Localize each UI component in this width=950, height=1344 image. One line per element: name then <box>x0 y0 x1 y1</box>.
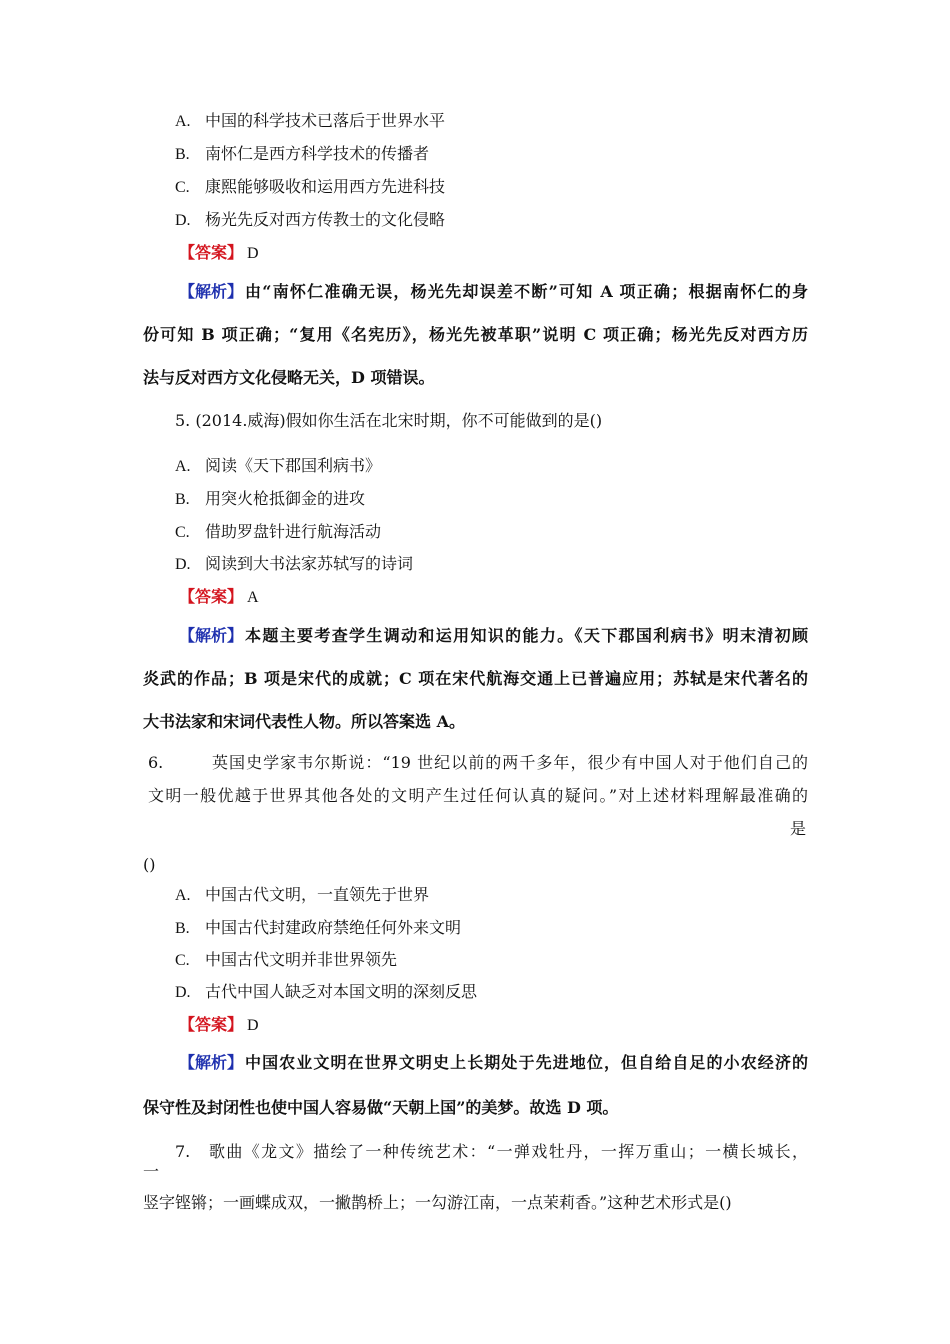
q6-option-b: B. 中国古代封建政府禁绝任何外来文明 <box>175 918 462 937</box>
q4-explanation-label: 【解析】 <box>179 282 244 301</box>
q5-option-c: C. 借助罗盘针进行航海活动 <box>175 522 382 541</box>
q5-explanation-label: 【解析】 <box>179 626 244 645</box>
q6-stem-line-1: 英国史学家韦尔斯说：“19 世纪以前的两千多年，很少有中国人对于他们自己的 <box>212 753 808 772</box>
q7-stem-line-2: 一 <box>143 1162 160 1181</box>
q5-answer: 【答案】 A <box>179 587 259 606</box>
q4-answer: 【答案】 D <box>179 243 259 262</box>
q5-explanation-line-2: 炎武的作品；B 项是宋代的成就；C 项在宋代航海交通上已普遍应用；苏轼是宋代著名的 <box>143 669 808 688</box>
q6-option-c: C. 中国古代文明并非世界领先 <box>175 950 398 969</box>
q5-option-b: B. 用突火枪抵御金的进攻 <box>175 489 366 508</box>
q6-number: 6. <box>148 753 164 772</box>
q4-explanation-line-2: 份可知 B 项正确；“复用《名宪历》，杨光先被革职”说明 C 项正确；杨光先反对西方历 <box>143 325 808 344</box>
q5-option-d: D. 阅读到大书法家苏轼写的诗词 <box>175 554 414 573</box>
q4-option-c: C. 康熙能够吸收和运用西方先进科技 <box>175 177 446 196</box>
q6-stem-line-3: 是 <box>790 819 807 838</box>
q4-option-a: A. 中国的科学技术已落后于世界水平 <box>175 111 446 130</box>
q6-explanation-label: 【解析】 <box>179 1053 244 1072</box>
q7-stem-line-3: 竖字铿锵；一画蝶成双，一撇鹊桥上；一勾游江南，一点茉莉香。”这种艺术形式是() <box>143 1193 732 1212</box>
q7-stem-line-1: 7. 歌曲《龙文》描绘了一种传统艺术：“一弹戏牡丹，一挥万重山；一横长城长， <box>175 1142 808 1161</box>
q6-explanation-line-2: 保守性及封闭性也使中国人容易做“天朝上国”的美梦。故选 D 项。 <box>143 1098 619 1117</box>
q5-option-a: A. 阅读《天下郡国利病书》 <box>175 456 382 475</box>
q6-stem-line-2: 文明一般优越于世界其他各处的文明产生过任何认真的疑问。”对上述材料理解最准确的 <box>148 786 808 805</box>
q4-option-b: B. 南怀仁是西方科学技术的传播者 <box>175 144 430 163</box>
q6-stem-line-4: () <box>143 855 156 874</box>
q4-option-d: D. 杨光先反对西方传教士的文化侵略 <box>175 210 446 229</box>
q6-option-a: A. 中国古代文明，一直领先于世界 <box>175 885 430 904</box>
q5-stem: 5. (2014.威海)假如你生活在北宋时期，你不可能做到的是() <box>175 411 603 430</box>
q4-explanation-line-3: 法与反对西方文化侵略无关，D 项错误。 <box>143 368 435 387</box>
q6-option-d: D. 古代中国人缺乏对本国文明的深刻反思 <box>175 982 478 1001</box>
q4-explanation-line-1: 由“南怀仁准确无误，杨光先却误差不断”可知 A 项正确；根据南怀仁的身 <box>245 282 808 301</box>
q5-explanation-line-1: 本题主要考查学生调动和运用知识的能力。《天下郡国利病书》明末清初顾 <box>245 626 808 645</box>
q5-explanation-line-3: 大书法家和宋词代表性人物。所以答案选 A。 <box>143 712 465 731</box>
q6-explanation-line-1: 中国农业文明在世界文明史上长期处于先进地位，但自给自足的小农经济的 <box>245 1053 808 1072</box>
q6-answer: 【答案】 D <box>179 1015 259 1034</box>
